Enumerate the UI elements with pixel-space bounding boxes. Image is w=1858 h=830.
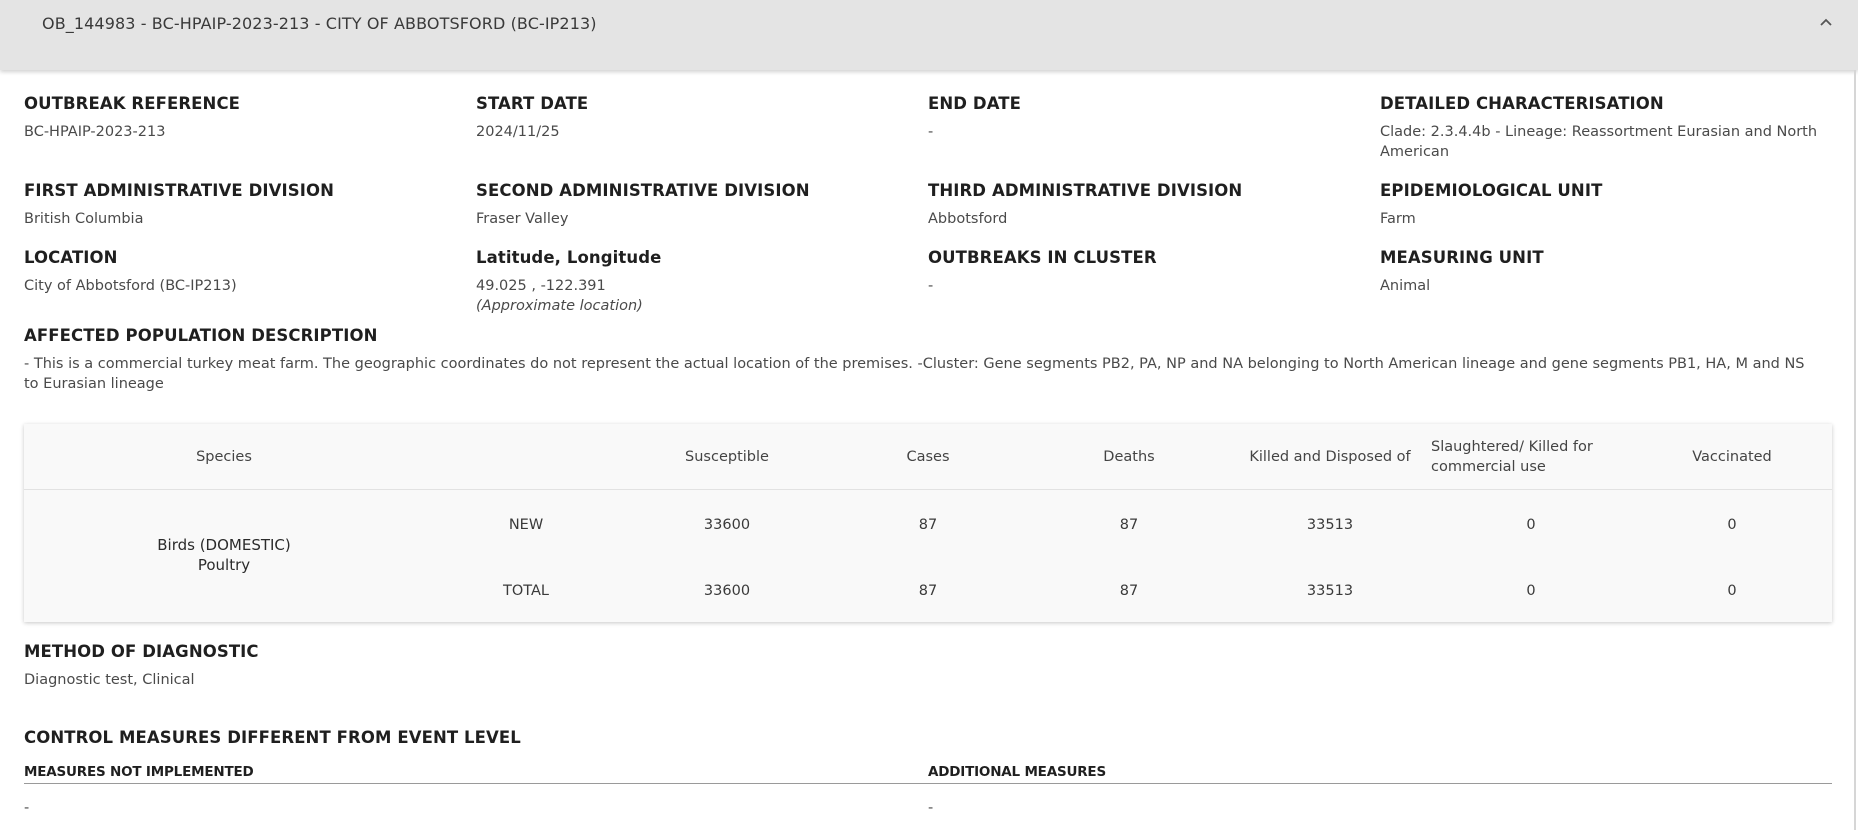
detailed-characterisation-label: DETAILED CHARACTERISATION xyxy=(1380,94,1664,113)
row-new-susceptible: 33600 xyxy=(703,517,751,533)
row-total-type: TOTAL xyxy=(503,583,549,599)
start-date-label: START DATE xyxy=(476,94,589,113)
outbreak-reference-value: BC-HPAIP-2023-213 xyxy=(24,124,166,140)
species-name: Birds (DOMESTIC) xyxy=(157,536,291,554)
measuring-unit-value: Animal xyxy=(1380,278,1431,294)
control-measures-title: CONTROL MEASURES DIFFERENT FROM EVENT LEVEL xyxy=(24,728,521,747)
outbreaks-in-cluster-label: OUTBREAKS IN CLUSTER xyxy=(928,248,1157,267)
additional-measures-label: ADDITIONAL MEASURES xyxy=(928,764,1106,780)
method-of-diagnostic-field xyxy=(24,642,624,690)
approximate-location-note: (Approximate location) xyxy=(476,298,643,314)
row-total-cases: 87 xyxy=(918,583,938,599)
second-admin-division-label: SECOND ADMINISTRATIVE DIVISION xyxy=(476,181,810,200)
measuring-unit-label: MEASURING UNIT xyxy=(1380,248,1544,267)
affected-population-label: AFFECTED POPULATION DESCRIPTION xyxy=(24,326,378,345)
row-new-deaths: 87 xyxy=(1119,517,1139,533)
lat-long-value-wrap xyxy=(476,276,916,316)
start-date-value: 2024/11/25 xyxy=(476,124,560,140)
outbreak-reference-field xyxy=(24,94,464,142)
first-admin-division-field xyxy=(24,181,464,229)
third-admin-division-field xyxy=(928,181,1368,229)
location-field xyxy=(24,248,464,296)
third-admin-division-value: Abbotsford xyxy=(928,211,1008,227)
first-admin-division-value: British Columbia xyxy=(24,211,144,227)
species-cell xyxy=(124,535,324,575)
row-new-slaughtered: 0 xyxy=(1526,517,1536,533)
killed-disposed-header: Killed and Disposed of xyxy=(1249,449,1411,465)
outbreak-panel-header[interactable] xyxy=(0,0,1858,70)
measures-not-implemented-value: - xyxy=(24,800,30,816)
end-date-value: - xyxy=(928,124,934,140)
susceptible-header: Susceptible xyxy=(685,449,769,465)
cases-header: Cases xyxy=(906,449,950,465)
second-admin-division-field xyxy=(476,181,916,229)
lat-long-field xyxy=(476,248,916,316)
quantitative-data-table xyxy=(24,424,1832,622)
species-header: Species xyxy=(196,449,252,465)
slaughtered-header: Slaughtered/ Killed for commercial use xyxy=(1431,439,1593,475)
third-admin-division-label: THIRD ADMINISTRATIVE DIVISION xyxy=(928,181,1243,200)
row-new-killed-disposed: 33513 xyxy=(1306,517,1354,533)
deaths-header: Deaths xyxy=(1103,449,1155,465)
outbreaks-in-cluster-value: - xyxy=(928,278,934,294)
first-admin-division-label: FIRST ADMINISTRATIVE DIVISION xyxy=(24,181,334,200)
end-date-label: END DATE xyxy=(928,94,1022,113)
lat-long-label: Latitude, Longitude xyxy=(476,248,662,267)
affected-population-field xyxy=(24,326,1814,394)
end-date-field xyxy=(928,94,1368,142)
measures-divider xyxy=(24,783,1832,784)
epidemiological-unit-value: Farm xyxy=(1380,211,1416,227)
scroll-edge xyxy=(1854,70,1856,830)
vaccinated-header: Vaccinated xyxy=(1692,449,1772,465)
location-value: City of Abbotsford (BC-IP213) xyxy=(24,278,237,294)
measures-not-implemented-label: MEASURES NOT IMPLEMENTED xyxy=(24,764,254,780)
outbreak-title: OB_144983 - BC-HPAIP-2023-213 - CITY OF ABBOTSFORD (BC-IP213) xyxy=(42,14,597,33)
row-new-type: NEW xyxy=(508,517,544,533)
lat-long-value: 49.025 , -122.391 xyxy=(476,278,606,294)
species-category: Poultry xyxy=(197,556,251,574)
chevron-up-icon[interactable] xyxy=(1816,12,1836,32)
outbreaks-in-cluster-field xyxy=(928,248,1368,296)
row-total-deaths: 87 xyxy=(1119,583,1139,599)
epidemiological-unit-label: EPIDEMIOLOGICAL UNIT xyxy=(1380,181,1603,200)
measuring-unit-field xyxy=(1380,248,1820,296)
row-new-cases: 87 xyxy=(918,517,938,533)
method-of-diagnostic-label: METHOD OF DIAGNOSTIC xyxy=(24,642,259,661)
row-total-killed-disposed: 33513 xyxy=(1306,583,1354,599)
row-new-vaccinated: 0 xyxy=(1727,517,1737,533)
additional-measures-value: - xyxy=(928,800,934,816)
row-total-vaccinated: 0 xyxy=(1727,583,1737,599)
row-total-slaughtered: 0 xyxy=(1526,583,1536,599)
second-admin-division-value: Fraser Valley xyxy=(476,211,569,227)
location-label: LOCATION xyxy=(24,248,118,267)
affected-population-value: - This is a commercial turkey meat farm. The geographic coordinates do not represent the actual location of the premises. -Cluster: Gene segments PB2, PA, NP and NA belonging to North American lineage and gene segments PB1, HA, M and NS to Eurasian lineage xyxy=(24,356,1805,392)
start-date-field xyxy=(476,94,916,142)
epidemiological-unit-field xyxy=(1380,181,1820,229)
detailed-characterisation-value: Clade: 2.3.4.4b - Lineage: Reassortment Eurasian and North American xyxy=(1380,124,1818,160)
method-of-diagnostic-value: Diagnostic test, Clinical xyxy=(24,672,195,688)
detailed-characterisation-field xyxy=(1380,94,1820,162)
row-total-susceptible: 33600 xyxy=(703,583,751,599)
outbreak-reference-label: OUTBREAK REFERENCE xyxy=(24,94,241,113)
